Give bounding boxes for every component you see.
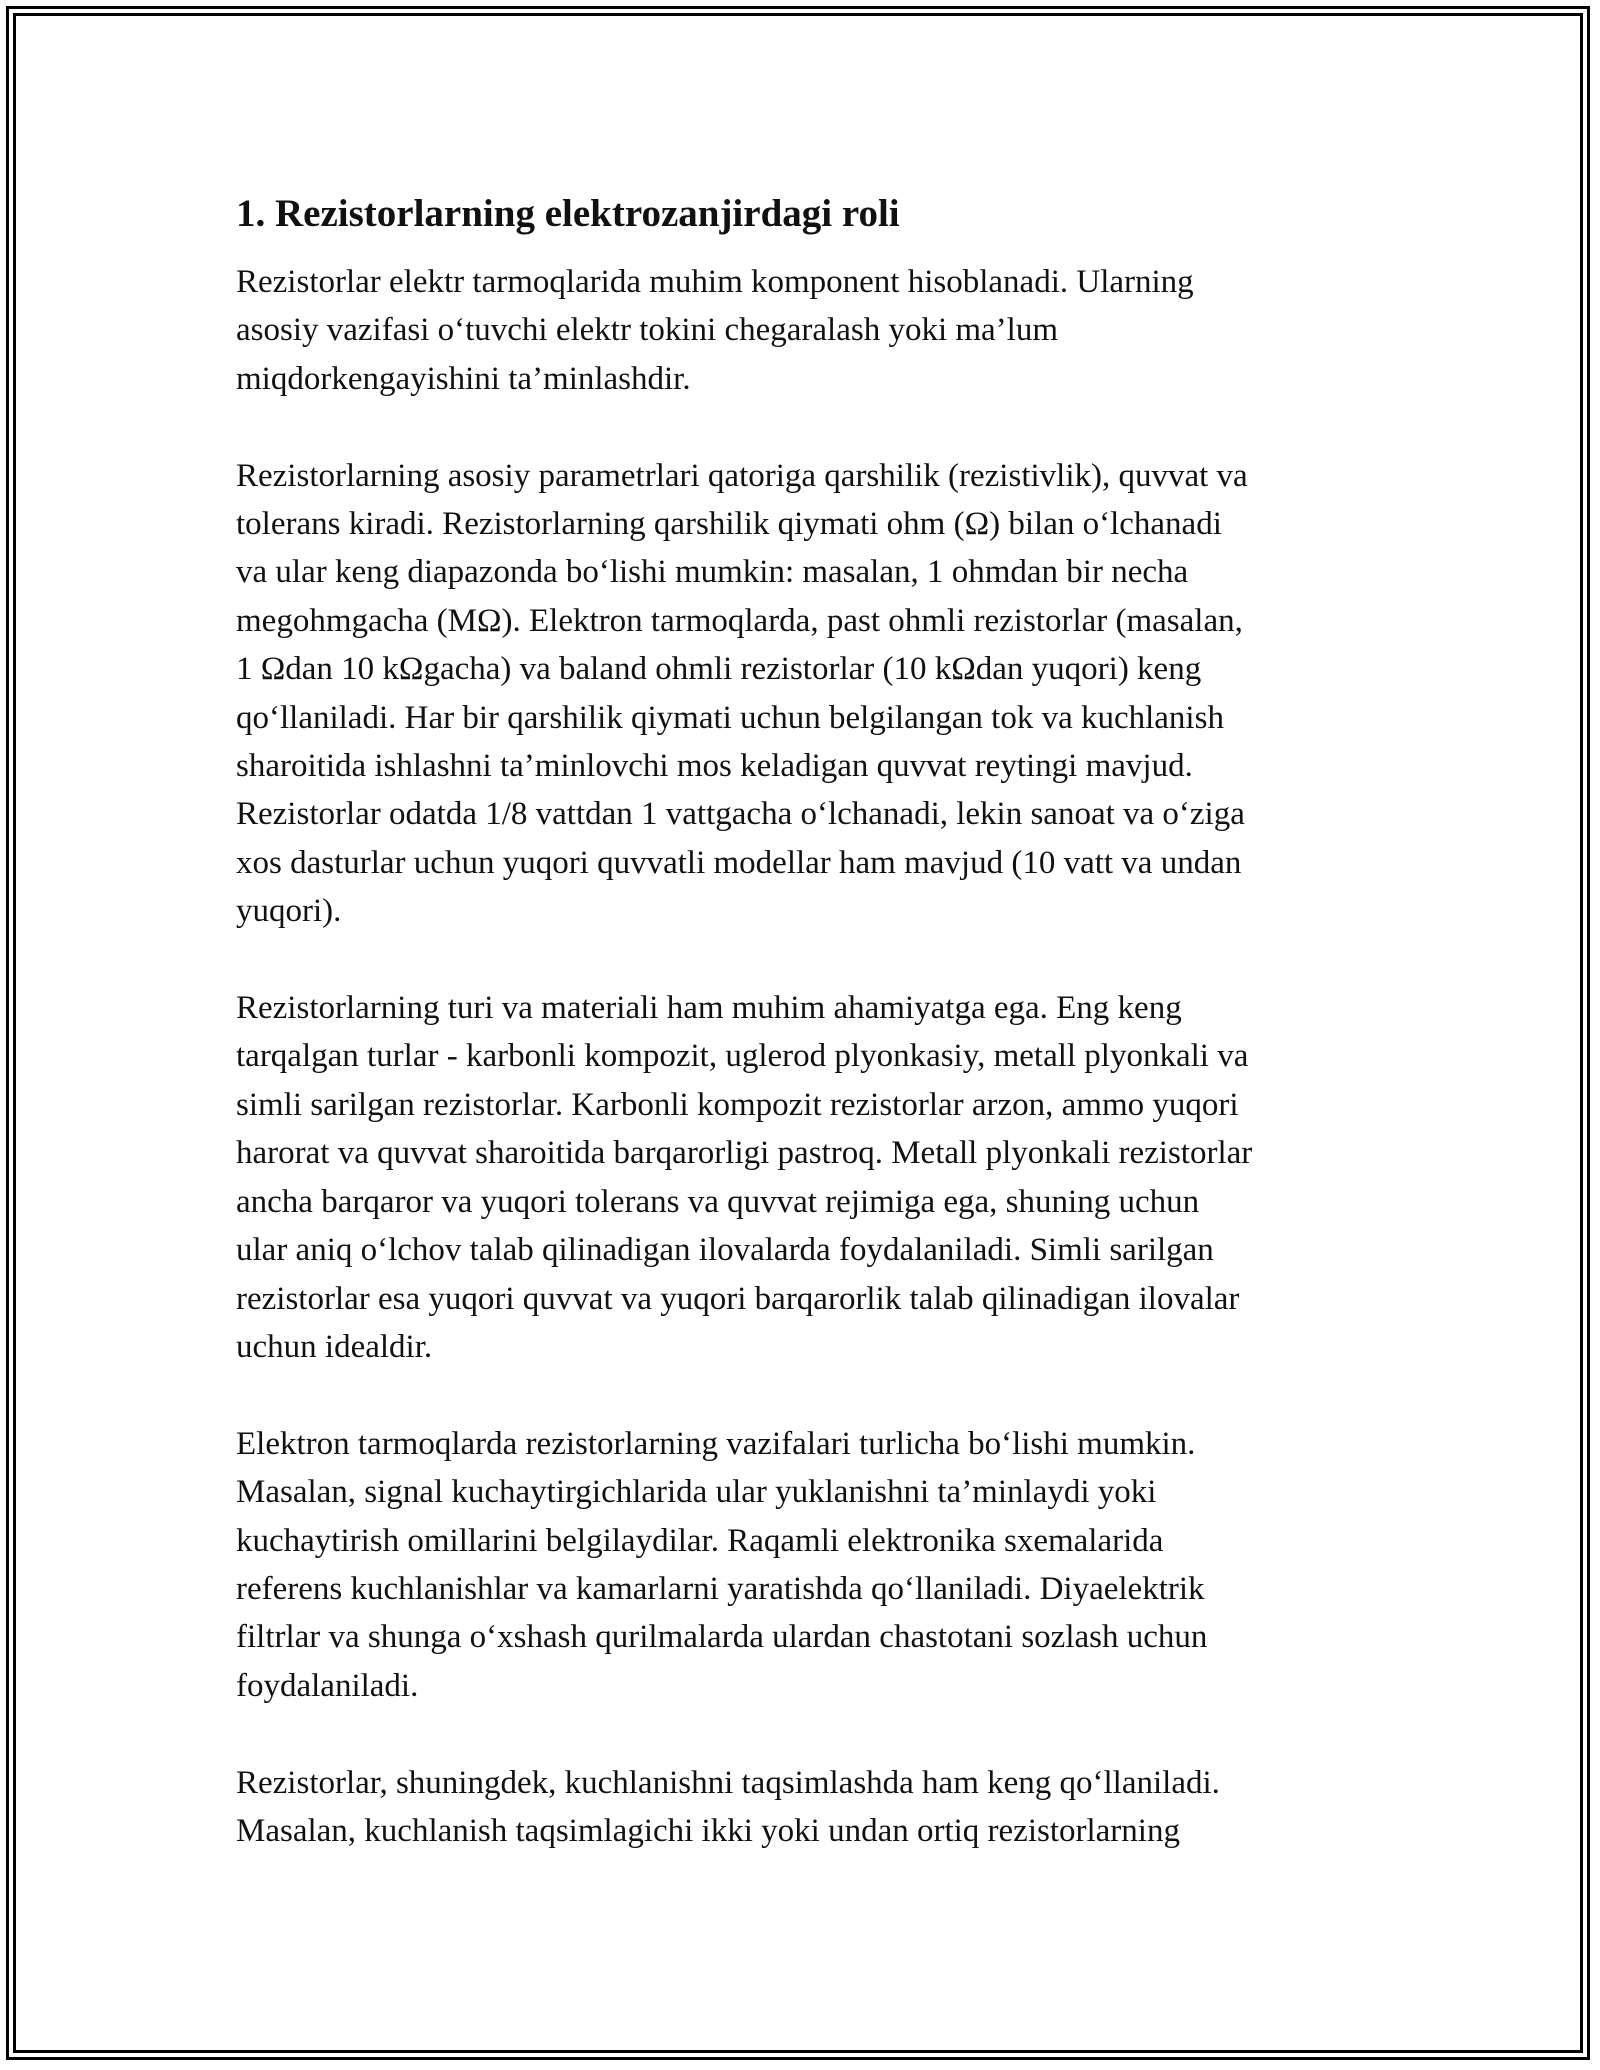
paragraph-4 <box>236 1420 1366 1710</box>
text-line: Rezistorlar odatda 1/8 vattdan 1 vattgacha o‘lchanadi, lekin sanoat va o‘ziga <box>236 796 1245 833</box>
text-line: megohmgacha (MΩ). Elektron tarmoqlarda, past ohmli rezistorlar (masalan, <box>236 602 1243 639</box>
text-line: Masalan, kuchlanish taqsimlagichi ikki yoki undan ortiq rezistorlarning <box>236 1812 1180 1849</box>
text-line: filtrlar va shunga o‘xshash qurilmalarda ulardan chastotani sozlash uchun <box>236 1619 1208 1656</box>
text-line: simli sarilgan rezistorlar. Karbonli kompozit rezistorlar arzon, ammo yuqori <box>236 1086 1239 1123</box>
text-line: ular aniq o‘lchov talab qilinadigan ilovalarda foydalaniladi. Simli sarilgan <box>236 1232 1214 1269</box>
text-line: asosiy vazifasi o‘tuvchi elektr tokini chegaralash yoki ma’lum <box>236 312 1059 349</box>
document-body <box>236 188 1366 1904</box>
text-line: yuqori). <box>236 893 342 930</box>
text-line: 1 Ωdan 10 kΩgacha) va baland ohmli rezistorlar (10 kΩdan yuqori) keng <box>236 651 1202 688</box>
text-line: Rezistorlar elektr tarmoqlarida muhim komponent hisoblanadi. Ularning <box>236 264 1194 300</box>
text-line: va ular keng diapazonda bo‘lishi mumkin: masalan, 1 ohmdan bir necha <box>236 554 1189 591</box>
text-line: rezistorlar esa yuqori quvvat va yuqori barqarorlik talab qilinadigan ilovalar <box>236 1280 1240 1317</box>
text-line: xos dasturlar uchun yuqori quvvatli modellar ham mavjud (10 vatt va undan <box>236 844 1242 881</box>
text-line: qo‘llaniladi. Har bir qarshilik qiymati uchun belgilangan tok va kuchlanish <box>236 699 1224 736</box>
text-line: kuchaytirish omillarini belgilaydilar. Raqamli elektronika sxemalarida <box>236 1522 1164 1559</box>
paragraph-3 <box>236 984 1366 1371</box>
text-line: sharoitida ishlashni ta’minlovchi mos keladigan quvvat reytingi mavjud. <box>236 748 1193 785</box>
text-line: tolerans kiradi. Rezistorlarning qarshilik qiymati ohm (Ω) bilan o‘lchanadi <box>236 506 1222 543</box>
section-heading: 1. Rezistorlarning elektrozanjirdagi roli <box>236 192 900 235</box>
text-line: Elektron tarmoqlarda rezistorlarning vazifalari turlicha bo‘lishi mumkin. <box>236 1425 1196 1462</box>
text-line: Rezistorlarning asosiy parametrlari qatoriga qarshilik (rezistivlik), quvvat va <box>236 457 1248 494</box>
paragraph-5 <box>236 1759 1366 1856</box>
paragraph-1 <box>236 258 1366 403</box>
paragraph-2 <box>236 452 1366 936</box>
text-line: ancha barqaror va yuqori tolerans va quvvat rejimiga ega, shuning uchun <box>236 1183 1200 1220</box>
text-line: tarqalgan turlar - karbonli kompozit, uglerod plyonkasiy, metall plyonkali va <box>236 1038 1249 1075</box>
text-line: Rezistorlar, shuningdek, kuchlanishni taqsimlashda ham keng qo‘llaniladi. <box>236 1764 1220 1801</box>
text-line: miqdorkengayishini ta’minlashdir. <box>236 360 691 397</box>
text-line: Masalan, signal kuchaytirgichlarida ular yuklanishni ta’minlaydi yoki <box>236 1474 1157 1511</box>
text-line: Rezistorlarning turi va materiali ham muhim ahamiyatga ega. Eng keng <box>236 990 1182 1027</box>
text-line: foydalaniladi. <box>236 1667 419 1704</box>
text-line: referens kuchlanishlar va kamarlarni yaratishda qo‘llaniladi. Diyaelektrik <box>236 1570 1205 1607</box>
text-line: harorat va quvvat sharoitida barqarorligi pastroq. Metall plyonkali rezistorlar <box>236 1135 1253 1172</box>
text-line: uchun idealdir. <box>236 1328 433 1365</box>
